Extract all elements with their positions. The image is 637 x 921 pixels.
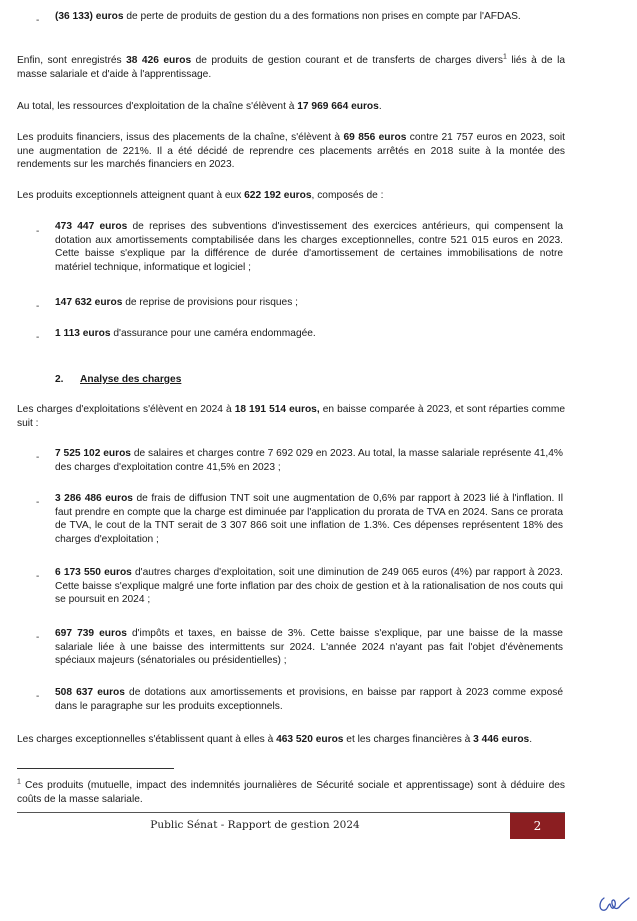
paragraph-total-ressources: Au total, les ressources d'exploitation de la chaîne s'élèvent à 17 969 664 euros. (17, 101, 382, 112)
section-title: Analyse des charges (80, 374, 182, 385)
paragraph-produits-financiers: Les produits financiers, issus des placements de la chaîne, s'élèvent à 69 856 euros contre 21 757 euros en 2023, soit une augmentation de 221%. Il a été décidé de reprendre ces placements arrêtés en 2018 suite à la montée des rendements sur les marchés financiers en 2023. (17, 132, 566, 171)
page-number: 2 (510, 813, 565, 839)
bullet-dash: - (36, 497, 40, 508)
list-item-assurance-camera: 1 113 euros d'assurance pour une caméra endommagée. (55, 328, 316, 339)
paragraph-produits-exceptionnels: Les produits exceptionnels atteignent quant à eux 622 192 euros, composés de : (17, 190, 384, 201)
footnote-marker: 1 (17, 778, 21, 786)
bullet-dash: - (36, 332, 40, 343)
paragraph-charges-exceptionnelles: Les charges exceptionnelles s'établissent quant à elles à 463 520 euros et les charges financières à 3 446 euros. (17, 734, 533, 745)
list-item-dotations: 508 637 euros de dotations aux amortissements et provisions, en baisse par rapport à 2023 comme exposé dans le paragraphe sur les produits exceptionnels. (55, 687, 563, 712)
paragraph-charges-exploitation: Les charges d'exploitations s'élèvent en 2024 à 18 191 514 euros, en baisse comparée à 2023, et sont réparties comme suit : (17, 404, 565, 429)
handwritten-initials (596, 892, 632, 916)
list-item-salaires: 7 525 102 euros de salaires et charges contre 7 692 029 en 2023. Au total, la masse salariale représente 41,4% des charges d'exploitation contre 41,5% en 2023 ; (55, 448, 563, 473)
paragraph-enfin: Enfin, sont enregistrés 38 426 euros de produits de gestion courant et de transferts de charges divers$^1$ liés à de la masse salariale et d'aide à l'apprentissage. (17, 53, 565, 80)
bullet-dash: - (36, 452, 40, 463)
footnote: $^1$ Ces produits (mutuelle, impact des indemnités journalières de Sécurité sociale et apprentissage) sont à déduire des coûts de la masse salariale. (17, 778, 565, 805)
footer-title: Public Sénat - Rapport de gestion 2024 (150, 819, 360, 831)
list-item-reprises-subventions: 473 447 euros de reprises des subventions d'investissement des exercices antérieurs, qui compensent la dotation aux amortissements comptabilisée dans les charges exceptionnelles, contre 521 015 euros en 2023. Cette baisse s'explique par la différence de durée d'amortissement de certaines immobilisations de notre matériel technique, informatique et logiciel ; (55, 221, 563, 273)
bullet-dash: - (36, 226, 40, 237)
bullet-dash: - (36, 632, 40, 643)
list-item-autres-charges: 6 173 550 euros d'autres charges d'exploitation, soit une diminution de 249 065 euros (4%) par rapport à 2023. Cette baisse s'explique malgré une forte inflation par des choix de gestion et à la rationalisation de nos couts qui se poursuit en 2024 ; (55, 567, 563, 606)
section-number: 2. (55, 374, 64, 385)
bullet-dash: - (36, 691, 40, 702)
list-item-perte-formations: (36 133) euros de perte de produits de gestion du a des formations non prises en compte par l'AFDAS. (55, 11, 521, 22)
bullet-dash: - (36, 15, 40, 26)
footnote-separator (17, 768, 174, 769)
bullet-dash: - (36, 571, 40, 582)
footer-separator (17, 812, 565, 813)
bullet-dash: - (36, 301, 40, 312)
footnote-ref: 1 (503, 53, 507, 61)
amount: (36 133) euros (55, 11, 124, 22)
list-item-reprise-provisions: 147 632 euros de reprise de provisions pour risques ; (55, 297, 298, 308)
section-heading (55, 373, 181, 387)
list-item-diffusion-tnt: 3 286 486 euros de frais de diffusion TNT soit une augmentation de 0,6% par rapport à 2023 lié à l'inflation. Il faut prendre en compte que la charge est diminuée par l'application du prorata de TVA en 2024. Sans ce prorata de TVA, le cout de la TNT serait de 3 307 866 soit une inflation de 1.3%. Ces dépenses représentent 18% des charges d'exploitation ; (55, 493, 563, 545)
list-item-impots-taxes: 697 739 euros d'impôts et taxes, en baisse de 3%. Cette baisse s'explique, par une baisse de la masse salariale liée à une baisse des intermittents sur 2024. L'année 2024 n'ayant pas fait l'objet d'évènements spéciaux majeurs (sénatoriales ou présidentielles) ; (55, 628, 563, 667)
